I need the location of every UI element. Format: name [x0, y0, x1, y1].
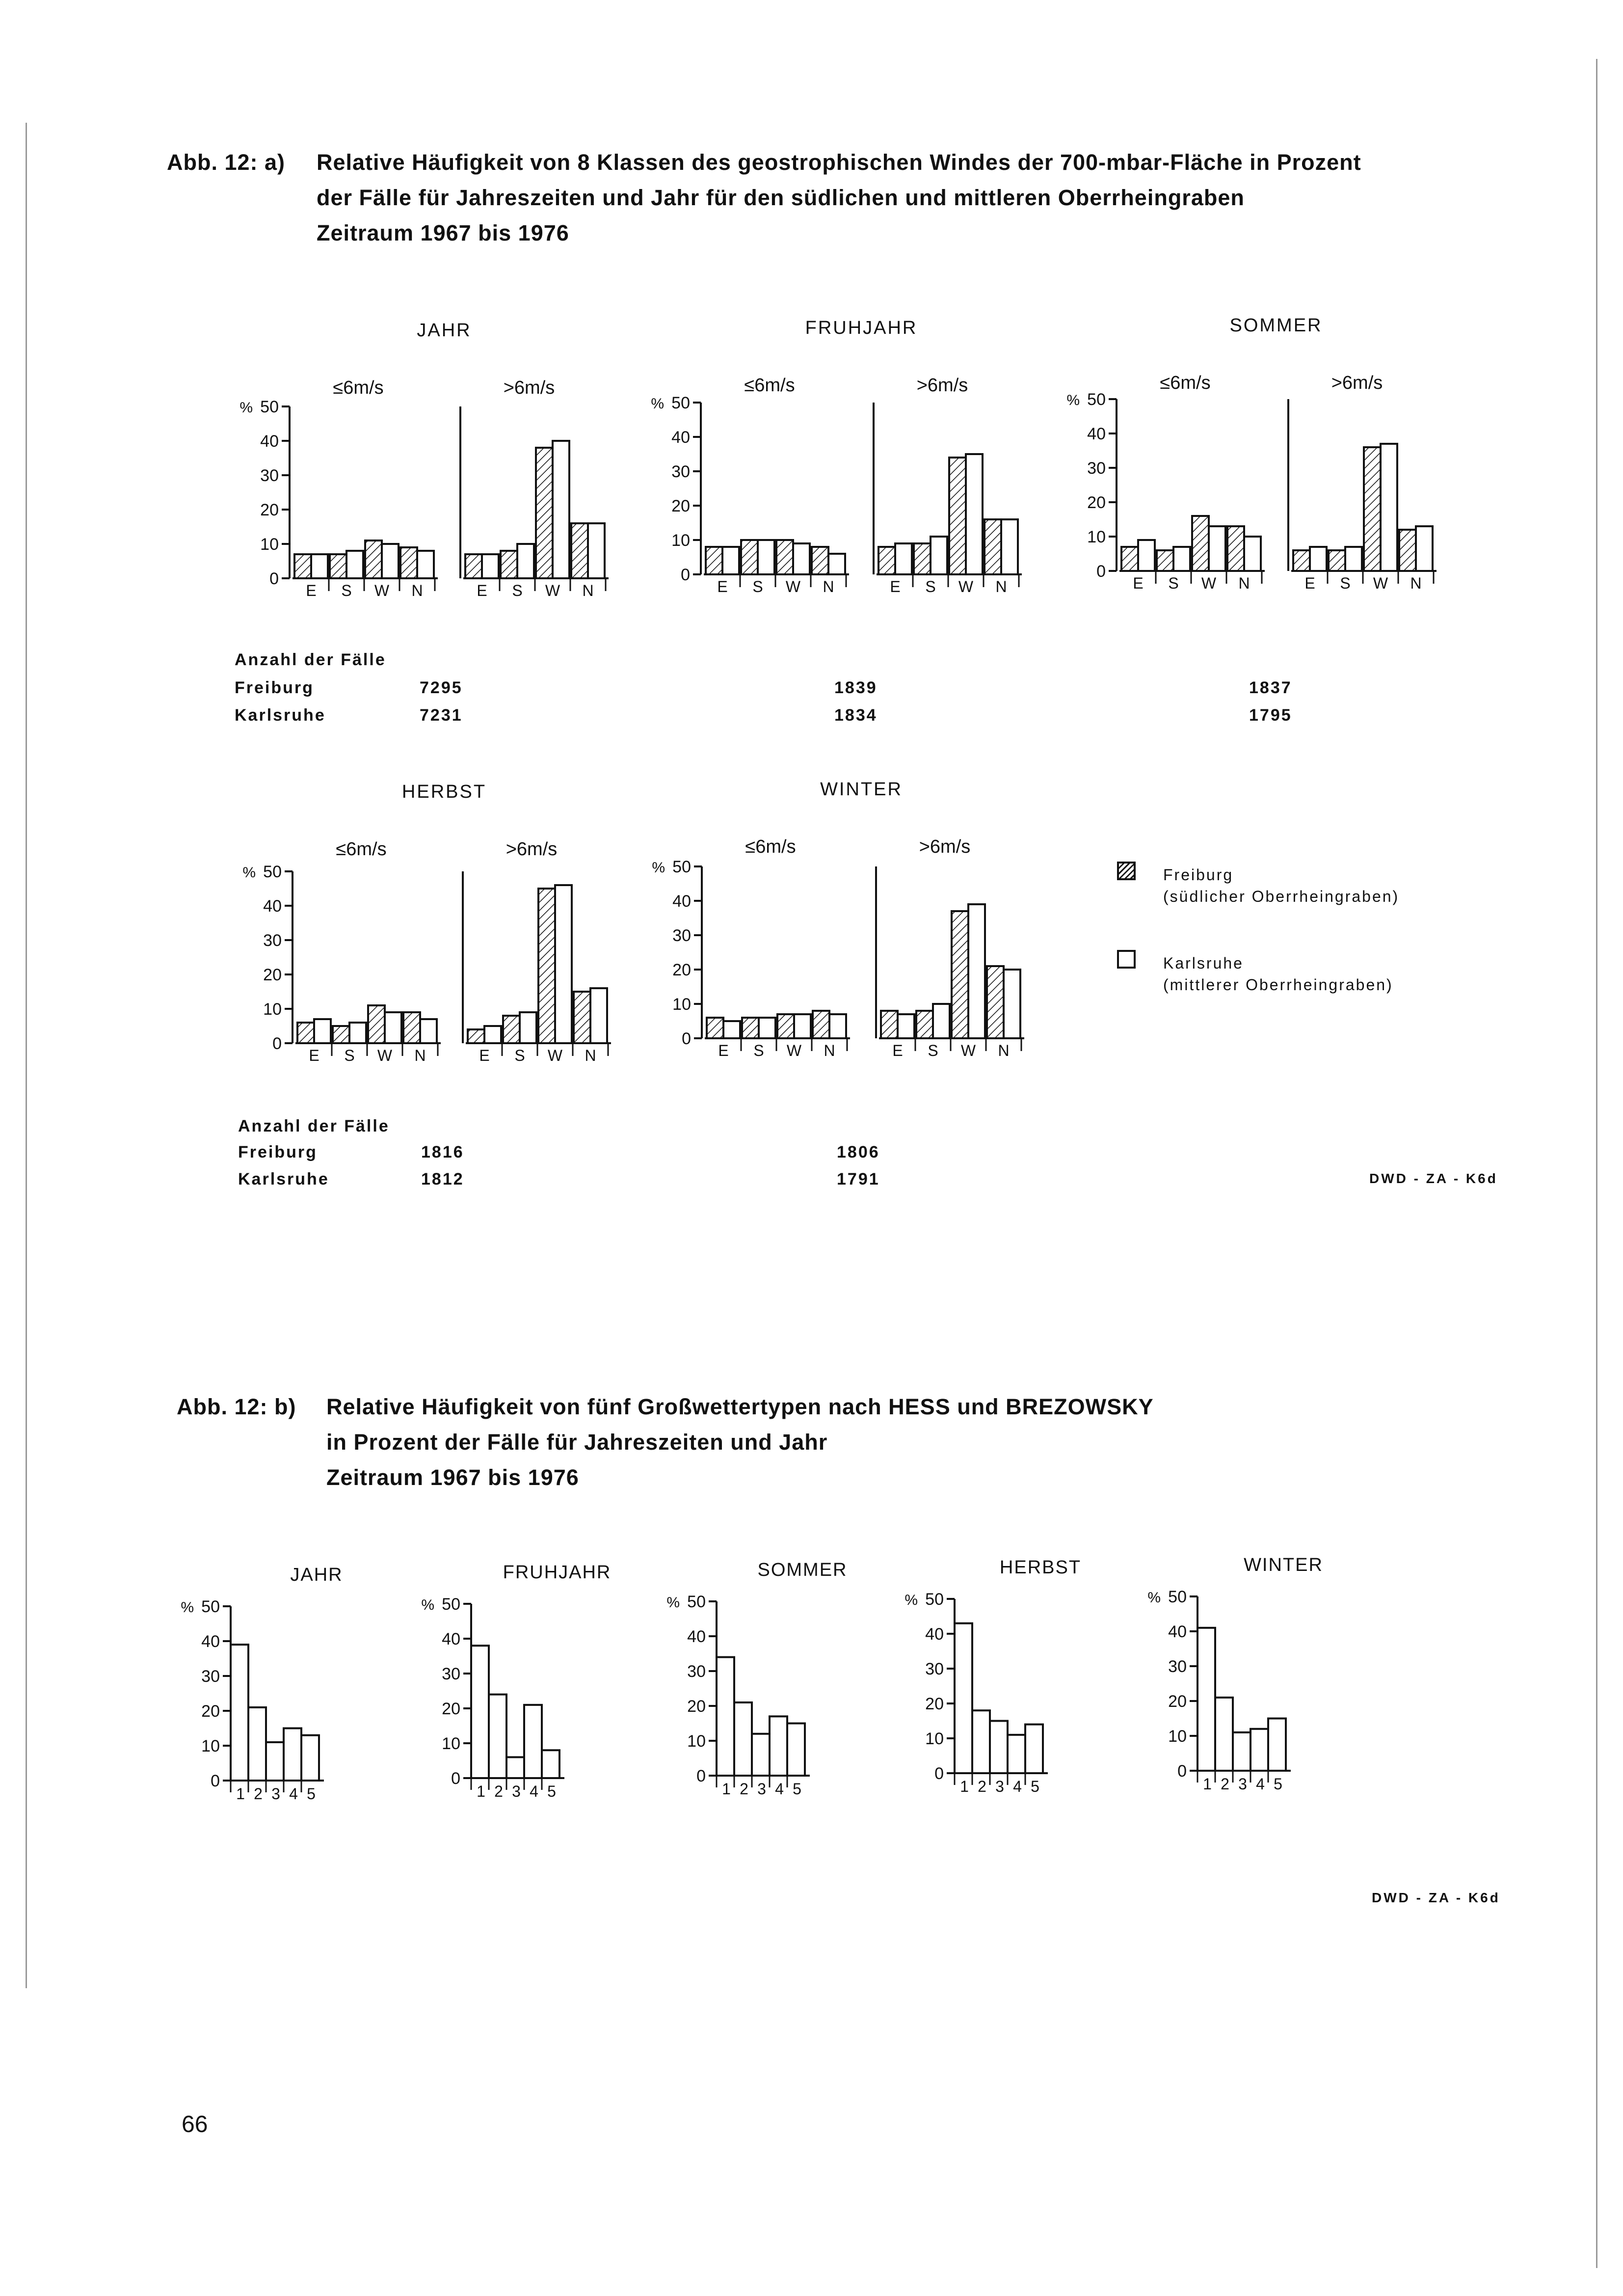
- wind-fruhjahr-high-x-label-E: E: [890, 578, 901, 595]
- wind-fruhjahr-low-bar-karlsruhe-S: [758, 540, 774, 574]
- gwt-jahr-title: JAHR: [290, 1565, 343, 1585]
- gwt-jahr-bar-3: [266, 1742, 284, 1781]
- legend-freiburg-sub: (südlicher Oberrheingraben): [1163, 888, 1400, 905]
- count-freiburg-jahr: 7295: [420, 678, 463, 697]
- wind-jahr-y-tick-label: 30: [260, 466, 279, 485]
- wind-jahr-low-x-label-S: S: [341, 582, 352, 599]
- wind-jahr-panel-label-low: ≤6m/s: [333, 378, 384, 398]
- count-freiburg-fruhjahr: 1839: [834, 678, 878, 697]
- gwt-sommer-x-label-5: 5: [793, 1780, 801, 1798]
- wind-jahr-high-bar-freiburg-N: [571, 523, 588, 578]
- credit-b: DWD - ZA - K6d: [1372, 1890, 1500, 1905]
- wind-fruhjahr-y-tick-label: 20: [671, 497, 690, 515]
- wind-sommer-y-tick-label: 20: [1087, 493, 1106, 512]
- wind-sommer-low-x-label-S: S: [1168, 574, 1179, 592]
- gwt-fruhjahr-y-unit-label: %: [421, 1597, 434, 1613]
- gwt-fruhjahr-y-tick-label: 10: [442, 1734, 460, 1753]
- wind-jahr-panel-label-high: >6m/s: [503, 378, 555, 398]
- wind-sommer-high-x-label-S: S: [1340, 574, 1351, 592]
- gwt-sommer-y-tick-label: 40: [687, 1627, 706, 1646]
- wind-jahr-low-bar-freiburg-S: [330, 554, 346, 578]
- wind-fruhjahr-title: FRUHJAHR: [805, 318, 918, 338]
- gwt-herbst-bar-5: [1025, 1725, 1043, 1773]
- wind-sommer-high-bar-freiburg-W: [1364, 447, 1381, 571]
- wind-sommer-low-bar-freiburg-W: [1192, 516, 1209, 571]
- gwt-jahr-y-tick-label: 10: [201, 1737, 220, 1756]
- wind-winter-low-bar-freiburg-E: [707, 1018, 723, 1038]
- legend-karlsruhe-sub: (mittlerer Oberrheingraben): [1163, 976, 1393, 994]
- wind-fruhjahr-high-x-label-N: N: [995, 578, 1007, 595]
- wind-fruhjahr-high-bar-freiburg-N: [984, 519, 1001, 574]
- wind-jahr-high-x-label-E: E: [477, 582, 487, 599]
- wind-winter-y-tick-label: 50: [672, 858, 691, 876]
- wind-herbst-y-tick-label: 50: [263, 863, 282, 881]
- wind-winter-low-x-label-E: E: [718, 1042, 729, 1059]
- station-label-freiburg-row2: Freiburg: [238, 1143, 318, 1162]
- count-karlsruhe-fruhjahr: 1834: [834, 706, 878, 725]
- wind-sommer-low-x-label-N: N: [1238, 574, 1250, 592]
- gwt-herbst-y-unit-label: %: [905, 1592, 918, 1608]
- gwt-winter-y-tick-label: 10: [1168, 1727, 1187, 1746]
- wind-jahr-high-bar-freiburg-E: [465, 554, 482, 578]
- wind-winter-high-bar-freiburg-E: [881, 1011, 898, 1038]
- wind-winter-high-bar-karlsruhe-W: [968, 904, 985, 1038]
- wind-jahr-high-bar-freiburg-W: [536, 448, 553, 578]
- wind-winter-y-tick-label: 0: [682, 1029, 691, 1048]
- wind-herbst-high-x-label-W: W: [547, 1047, 563, 1064]
- wind-winter-title: WINTER: [820, 779, 903, 800]
- wind-fruhjahr-low-bar-freiburg-N: [812, 547, 828, 574]
- count-karlsruhe-jahr: 7231: [420, 706, 463, 725]
- station-label-karlsruhe-row1: Karlsruhe: [235, 706, 326, 725]
- wind-jahr-low-bar-freiburg-W: [365, 540, 382, 578]
- wind-fruhjahr-y-unit-label: %: [651, 396, 664, 412]
- gwt-jahr-bar-5: [301, 1735, 319, 1781]
- gwt-winter-bar-2: [1215, 1698, 1233, 1771]
- wind-herbst-panel-label-high: >6m/s: [506, 839, 558, 860]
- wind-fruhjahr-low-bar-karlsruhe-W: [793, 543, 810, 574]
- wind-jahr-high-x-label-W: W: [545, 582, 560, 599]
- wind-jahr-low-bar-karlsruhe-E: [311, 554, 328, 578]
- credit-a: DWD - ZA - K6d: [1369, 1171, 1498, 1186]
- wind-jahr-y-tick-label: 40: [260, 432, 279, 451]
- gwt-jahr-y-tick-label: 50: [201, 1597, 220, 1616]
- gwt-herbst-x-label-1: 1: [960, 1778, 969, 1795]
- gwt-herbst-y-tick-label: 0: [934, 1764, 944, 1783]
- wind-winter-high-x-label-E: E: [892, 1042, 903, 1059]
- wind-herbst-low-bar-karlsruhe-E: [314, 1019, 331, 1043]
- caption-b-line-3: Zeitraum 1967 bis 1976: [326, 1465, 579, 1490]
- wind-sommer-panel-label-low: ≤6m/s: [1160, 373, 1211, 393]
- gwt-herbst-bar-2: [972, 1710, 990, 1773]
- wind-fruhjahr-low-x-label-W: W: [785, 578, 801, 595]
- wind-sommer-high-bar-freiburg-S: [1329, 550, 1345, 571]
- gwt-jahr-x-label-5: 5: [307, 1785, 316, 1803]
- gwt-sommer-y-tick-label: 20: [687, 1697, 706, 1716]
- wind-winter-low-bar-karlsruhe-N: [829, 1014, 846, 1038]
- wind-herbst-high-x-label-E: E: [479, 1047, 490, 1064]
- wind-sommer-low-bar-karlsruhe-E: [1138, 540, 1155, 571]
- wind-fruhjahr-y-tick-label: 40: [671, 428, 690, 447]
- wind-sommer-low-bar-freiburg-S: [1157, 550, 1173, 571]
- gwt-herbst-x-label-4: 4: [1013, 1778, 1022, 1795]
- wind-jahr-high-bar-karlsruhe-N: [588, 523, 605, 578]
- wind-winter-low-x-label-W: W: [786, 1042, 802, 1059]
- wind-winter-low-bar-karlsruhe-W: [794, 1014, 811, 1038]
- wind-herbst-y-tick-label: 10: [263, 1000, 282, 1019]
- gwt-winter-bar-3: [1233, 1732, 1251, 1771]
- wind-herbst-y-tick-label: 30: [263, 931, 282, 950]
- counts-label-row1: Anzahl der Fälle: [235, 650, 386, 669]
- gwt-sommer-bar-3: [752, 1734, 770, 1776]
- wind-winter-high-bar-karlsruhe-N: [1004, 970, 1020, 1038]
- wind-herbst-low-x-label-E: E: [309, 1047, 319, 1064]
- caption-a-line-2: der Fälle für Jahreszeiten und Jahr für den südlichen und mittleren Oberrheingraben: [317, 185, 1245, 210]
- station-label-karlsruhe-row2: Karlsruhe: [238, 1170, 329, 1189]
- gwt-herbst-y-tick-label: 10: [925, 1729, 944, 1748]
- gwt-sommer-y-tick-label: 50: [687, 1593, 706, 1611]
- wind-herbst-high-bar-karlsruhe-E: [484, 1026, 501, 1043]
- gwt-winter-x-label-1: 1: [1203, 1775, 1212, 1793]
- wind-jahr-y-tick-label: 50: [260, 398, 279, 416]
- gwt-fruhjahr-y-tick-label: 40: [442, 1630, 460, 1648]
- wind-herbst-title: HERBST: [401, 782, 487, 802]
- count-karlsruhe-winter: 1791: [837, 1170, 880, 1189]
- gwt-jahr-y-tick-label: 20: [201, 1702, 220, 1721]
- wind-sommer-y-tick-label: 40: [1087, 425, 1106, 443]
- count-freiburg-winter: 1806: [837, 1143, 880, 1162]
- wind-winter-low-bar-freiburg-N: [813, 1011, 829, 1038]
- wind-fruhjahr-panel-label-high: >6m/s: [916, 375, 968, 396]
- gwt-winter-y-tick-label: 30: [1168, 1657, 1187, 1676]
- wind-fruhjahr-low-x-label-S: S: [752, 578, 763, 595]
- gwt-jahr-y-tick-label: 0: [211, 1772, 220, 1790]
- wind-jahr-high-bar-freiburg-S: [501, 551, 517, 578]
- wind-sommer-low-bar-freiburg-E: [1121, 547, 1138, 571]
- gwt-winter-y-tick-label: 0: [1177, 1762, 1187, 1781]
- wind-sommer-high-x-label-E: E: [1304, 574, 1315, 592]
- gwt-sommer-bar-1: [717, 1657, 734, 1776]
- wind-fruhjahr-low-bar-freiburg-E: [706, 547, 722, 574]
- wind-sommer-high-bar-freiburg-E: [1293, 550, 1310, 571]
- wind-herbst-panel-label-low: ≤6m/s: [336, 839, 387, 860]
- gwt-winter-bar-1: [1197, 1628, 1215, 1771]
- wind-jahr-high-bar-karlsruhe-W: [553, 441, 569, 578]
- wind-jahr-high-bar-karlsruhe-E: [482, 554, 499, 578]
- gwt-sommer-x-label-3: 3: [757, 1780, 766, 1798]
- wind-sommer-y-unit-label: %: [1066, 392, 1080, 408]
- wind-jahr-low-x-label-N: N: [411, 582, 423, 599]
- wind-sommer-y-tick-label: 0: [1096, 562, 1106, 581]
- wind-winter-high-x-label-S: S: [928, 1042, 938, 1059]
- wind-sommer-low-bar-karlsruhe-W: [1209, 526, 1225, 571]
- caption-b-line-2: in Prozent der Fälle für Jahreszeiten und Jahr: [326, 1430, 828, 1455]
- wind-sommer-low-x-label-E: E: [1133, 574, 1144, 592]
- wind-herbst-high-bar-freiburg-E: [468, 1029, 484, 1043]
- wind-herbst-y-tick-label: 0: [272, 1034, 282, 1053]
- gwt-herbst-y-tick-label: 30: [925, 1660, 944, 1678]
- gwt-fruhjahr-title: FRUHJAHR: [503, 1562, 612, 1583]
- gwt-fruhjahr-x-label-5: 5: [547, 1783, 556, 1800]
- wind-sommer-y-tick-label: 10: [1087, 528, 1106, 546]
- wind-jahr-y-tick-label: 20: [260, 501, 279, 519]
- gwt-jahr-bar-1: [231, 1645, 248, 1781]
- counts-label-row2: Anzahl der Fälle: [238, 1117, 390, 1135]
- wind-sommer-high-bar-karlsruhe-N: [1416, 526, 1433, 571]
- wind-herbst-low-bar-freiburg-W: [368, 1005, 385, 1043]
- wind-fruhjahr-y-tick-label: 0: [681, 566, 690, 584]
- wind-jahr-low-bar-karlsruhe-N: [417, 551, 434, 578]
- wind-fruhjahr-high-bar-karlsruhe-S: [931, 537, 947, 574]
- gwt-sommer-y-tick-label: 10: [687, 1732, 706, 1751]
- gwt-fruhjahr-y-tick-label: 30: [442, 1665, 460, 1683]
- gwt-fruhjahr-x-label-2: 2: [494, 1783, 503, 1800]
- gwt-fruhjahr-bar-2: [489, 1695, 506, 1778]
- gwt-sommer-x-label-2: 2: [740, 1780, 748, 1798]
- wind-fruhjahr-low-x-label-N: N: [823, 578, 834, 595]
- legend-freiburg-label: Freiburg: [1163, 866, 1234, 884]
- gwt-sommer-bar-4: [770, 1716, 787, 1776]
- gwt-jahr-y-unit-label: %: [181, 1599, 194, 1616]
- page-number: 66: [182, 2111, 208, 2137]
- count-freiburg-herbst: 1816: [421, 1143, 464, 1162]
- gwt-fruhjahr-x-label-4: 4: [530, 1783, 538, 1800]
- gwt-winter-y-tick-label: 40: [1168, 1622, 1187, 1641]
- count-karlsruhe-sommer: 1795: [1249, 706, 1292, 725]
- wind-winter-high-x-label-N: N: [998, 1042, 1010, 1059]
- gwt-fruhjahr-x-label-1: 1: [477, 1783, 485, 1800]
- gwt-winter-title: WINTER: [1244, 1555, 1323, 1575]
- gwt-winter-y-tick-label: 50: [1168, 1588, 1187, 1606]
- wind-fruhjahr-y-tick-label: 30: [671, 462, 690, 481]
- wind-herbst-low-bar-karlsruhe-N: [420, 1019, 437, 1043]
- gwt-herbst-y-tick-label: 20: [925, 1695, 944, 1713]
- gwt-herbst-bar-3: [990, 1721, 1008, 1774]
- gwt-herbst-x-label-5: 5: [1031, 1778, 1039, 1795]
- wind-winter-y-tick-label: 20: [672, 961, 691, 979]
- wind-winter-high-bar-karlsruhe-E: [898, 1014, 914, 1038]
- wind-herbst-high-x-label-N: N: [585, 1047, 596, 1064]
- wind-herbst-y-tick-label: 20: [263, 966, 282, 984]
- wind-herbst-high-bar-freiburg-W: [538, 889, 555, 1043]
- gwt-fruhjahr-bar-5: [542, 1750, 559, 1778]
- wind-sommer-high-x-label-N: N: [1410, 574, 1422, 592]
- wind-sommer-low-bar-karlsruhe-S: [1173, 547, 1190, 571]
- gwt-winter-x-label-3: 3: [1238, 1775, 1247, 1793]
- wind-winter-y-tick-label: 40: [672, 892, 691, 911]
- gwt-herbst-x-label-3: 3: [995, 1778, 1004, 1795]
- gwt-herbst-title: HERBST: [999, 1557, 1082, 1578]
- caption-b-line-1: Relative Häufigkeit von fünf Großwettertypen nach HESS und BREZOWSKY: [326, 1394, 1154, 1419]
- wind-sommer-low-bar-freiburg-N: [1227, 526, 1244, 571]
- wind-winter-low-x-label-S: S: [753, 1042, 764, 1059]
- wind-fruhjahr-high-x-label-S: S: [925, 578, 936, 595]
- caption-b-label: Abb. 12: b): [177, 1394, 296, 1419]
- wind-winter-low-bar-karlsruhe-S: [759, 1018, 775, 1038]
- wind-winter-low-bar-freiburg-S: [742, 1018, 759, 1038]
- wind-sommer-high-bar-karlsruhe-S: [1345, 547, 1362, 571]
- wind-herbst-y-tick-label: 40: [263, 897, 282, 916]
- gwt-sommer-x-label-1: 1: [722, 1780, 731, 1798]
- wind-winter-panel-label-high: >6m/s: [919, 837, 971, 857]
- caption-a-line-3: Zeitraum 1967 bis 1976: [317, 220, 569, 245]
- wind-fruhjahr-panel-label-low: ≤6m/s: [744, 375, 795, 396]
- wind-winter-high-x-label-W: W: [960, 1042, 976, 1059]
- gwt-sommer-bar-5: [787, 1724, 805, 1776]
- station-label-freiburg-row1: Freiburg: [235, 678, 314, 697]
- wind-herbst-low-bar-freiburg-N: [403, 1012, 420, 1043]
- wind-herbst-low-bar-karlsruhe-W: [385, 1012, 401, 1043]
- wind-jahr-low-x-label-W: W: [374, 582, 390, 599]
- gwt-winter-y-unit-label: %: [1147, 1590, 1161, 1606]
- gwt-fruhjahr-bar-1: [471, 1646, 489, 1778]
- gwt-winter-bar-5: [1268, 1719, 1286, 1771]
- wind-winter-high-bar-freiburg-W: [952, 911, 968, 1038]
- gwt-fruhjahr-bar-4: [524, 1705, 542, 1778]
- wind-herbst-low-x-label-S: S: [344, 1047, 355, 1064]
- wind-winter-high-bar-freiburg-S: [916, 1011, 933, 1038]
- gwt-sommer-y-tick-label: 0: [696, 1767, 706, 1785]
- gwt-herbst-y-tick-label: 50: [925, 1590, 944, 1609]
- wind-fruhjahr-high-bar-freiburg-S: [914, 543, 931, 574]
- wind-jahr-low-bar-karlsruhe-W: [382, 544, 399, 578]
- wind-herbst-high-bar-karlsruhe-W: [555, 885, 572, 1043]
- gwt-jahr-x-label-2: 2: [254, 1785, 263, 1803]
- wind-sommer-y-tick-label: 50: [1087, 390, 1106, 409]
- gwt-fruhjahr-y-tick-label: 0: [451, 1769, 460, 1788]
- gwt-herbst-bar-1: [955, 1623, 972, 1773]
- wind-winter-low-x-label-N: N: [824, 1042, 835, 1059]
- wind-jahr-high-bar-karlsruhe-S: [517, 544, 534, 578]
- gwt-winter-x-label-2: 2: [1221, 1775, 1229, 1793]
- gwt-jahr-y-tick-label: 40: [201, 1632, 220, 1651]
- wind-sommer-y-tick-label: 30: [1087, 459, 1106, 478]
- wind-fruhjahr-low-bar-karlsruhe-N: [828, 554, 845, 574]
- wind-herbst-low-x-label-N: N: [414, 1047, 426, 1064]
- wind-jahr-y-unit-label: %: [239, 400, 253, 416]
- wind-herbst-low-x-label-W: W: [377, 1047, 393, 1064]
- wind-winter-high-bar-freiburg-N: [987, 966, 1004, 1038]
- wind-jahr-low-bar-freiburg-N: [400, 547, 417, 578]
- wind-jahr-high-x-label-N: N: [582, 582, 594, 599]
- wind-winter-high-bar-karlsruhe-S: [933, 1004, 950, 1038]
- gwt-winter-x-label-5: 5: [1274, 1775, 1282, 1793]
- wind-herbst-low-bar-karlsruhe-S: [349, 1023, 366, 1043]
- gwt-fruhjahr-bar-3: [506, 1757, 524, 1778]
- wind-jahr-y-tick-label: 0: [269, 569, 279, 588]
- gwt-jahr-bar-4: [284, 1729, 301, 1781]
- wind-fruhjahr-low-bar-karlsruhe-E: [722, 547, 739, 574]
- wind-fruhjahr-y-tick-label: 50: [671, 394, 690, 412]
- wind-fruhjahr-high-bar-karlsruhe-N: [1001, 519, 1018, 574]
- gwt-sommer-bar-2: [734, 1702, 752, 1776]
- wind-winter-y-tick-label: 30: [672, 926, 691, 945]
- gwt-fruhjahr-y-tick-label: 50: [442, 1595, 460, 1614]
- wind-fruhjahr-high-bar-karlsruhe-W: [966, 454, 983, 574]
- wind-sommer-low-bar-karlsruhe-N: [1244, 537, 1261, 571]
- wind-sommer-title: SOMMER: [1229, 315, 1323, 336]
- gwt-sommer-y-tick-label: 30: [687, 1662, 706, 1681]
- wind-jahr-y-tick-label: 10: [260, 535, 279, 554]
- count-karlsruhe-herbst: 1812: [421, 1170, 464, 1189]
- caption-a-label: Abb. 12: a): [167, 150, 286, 175]
- wind-sommer-high-bar-karlsruhe-W: [1381, 444, 1397, 571]
- wind-fruhjahr-high-x-label-W: W: [958, 578, 974, 595]
- wind-jahr-low-bar-karlsruhe-S: [346, 551, 363, 578]
- wind-herbst-high-bar-freiburg-S: [503, 1016, 520, 1043]
- wind-winter-low-bar-freiburg-W: [777, 1014, 794, 1038]
- gwt-jahr-x-label-1: 1: [236, 1785, 245, 1803]
- wind-fruhjahr-low-x-label-E: E: [717, 578, 728, 595]
- wind-winter-y-unit-label: %: [652, 860, 665, 876]
- gwt-jahr-bar-2: [248, 1707, 266, 1781]
- wind-fruhjahr-high-bar-karlsruhe-E: [895, 543, 912, 574]
- legend-karlsruhe-label: Karlsruhe: [1163, 954, 1244, 972]
- wind-jahr-title: JAHR: [417, 320, 472, 341]
- wind-winter-low-bar-karlsruhe-E: [723, 1021, 740, 1038]
- gwt-herbst-x-label-2: 2: [978, 1778, 986, 1795]
- wind-jahr-high-x-label-S: S: [512, 582, 523, 599]
- wind-sommer-high-x-label-W: W: [1373, 574, 1388, 592]
- wind-jahr-low-bar-freiburg-E: [294, 554, 311, 578]
- gwt-sommer-title: SOMMER: [757, 1560, 848, 1580]
- wind-herbst-high-bar-karlsruhe-N: [590, 988, 607, 1043]
- wind-herbst-high-x-label-S: S: [514, 1047, 525, 1064]
- wind-herbst-low-bar-freiburg-E: [297, 1023, 314, 1043]
- gwt-jahr-x-label-4: 4: [289, 1785, 298, 1803]
- wind-jahr-low-x-label-E: E: [306, 582, 317, 599]
- wind-sommer-high-bar-karlsruhe-E: [1310, 547, 1327, 571]
- gwt-winter-y-tick-label: 20: [1168, 1692, 1187, 1711]
- wind-herbst-low-bar-freiburg-S: [333, 1026, 349, 1043]
- gwt-winter-bar-4: [1251, 1729, 1268, 1771]
- wind-winter-panel-label-low: ≤6m/s: [745, 837, 796, 857]
- gwt-sommer-x-label-4: 4: [775, 1780, 784, 1798]
- wind-herbst-high-bar-freiburg-N: [574, 992, 590, 1043]
- wind-fruhjahr-high-bar-freiburg-E: [878, 547, 895, 574]
- wind-sommer-low-x-label-W: W: [1201, 574, 1217, 592]
- wind-sommer-high-bar-freiburg-N: [1399, 530, 1416, 571]
- wind-sommer-panel-label-high: >6m/s: [1331, 373, 1383, 393]
- wind-herbst-high-bar-karlsruhe-S: [520, 1012, 536, 1043]
- count-freiburg-sommer: 1837: [1249, 678, 1292, 697]
- wind-fruhjahr-y-tick-label: 10: [671, 531, 690, 550]
- caption-a-line-1: Relative Häufigkeit von 8 Klassen des geostrophischen Windes der 700-mbar-Fläche in Prozent: [317, 150, 1361, 175]
- gwt-winter-x-label-4: 4: [1256, 1775, 1265, 1793]
- gwt-jahr-x-label-3: 3: [271, 1785, 280, 1803]
- gwt-jahr-y-tick-label: 30: [201, 1667, 220, 1686]
- wind-winter-y-tick-label: 10: [672, 995, 691, 1014]
- wind-herbst-y-unit-label: %: [242, 864, 256, 881]
- wind-fruhjahr-high-bar-freiburg-W: [949, 458, 966, 574]
- gwt-sommer-y-unit-label: %: [666, 1594, 680, 1611]
- gwt-fruhjahr-x-label-3: 3: [512, 1783, 521, 1800]
- gwt-fruhjahr-y-tick-label: 20: [442, 1700, 460, 1718]
- gwt-herbst-bar-4: [1008, 1735, 1025, 1773]
- gwt-herbst-y-tick-label: 40: [925, 1625, 944, 1644]
- wind-fruhjahr-low-bar-freiburg-S: [741, 540, 758, 574]
- wind-fruhjahr-low-bar-freiburg-W: [776, 540, 793, 574]
